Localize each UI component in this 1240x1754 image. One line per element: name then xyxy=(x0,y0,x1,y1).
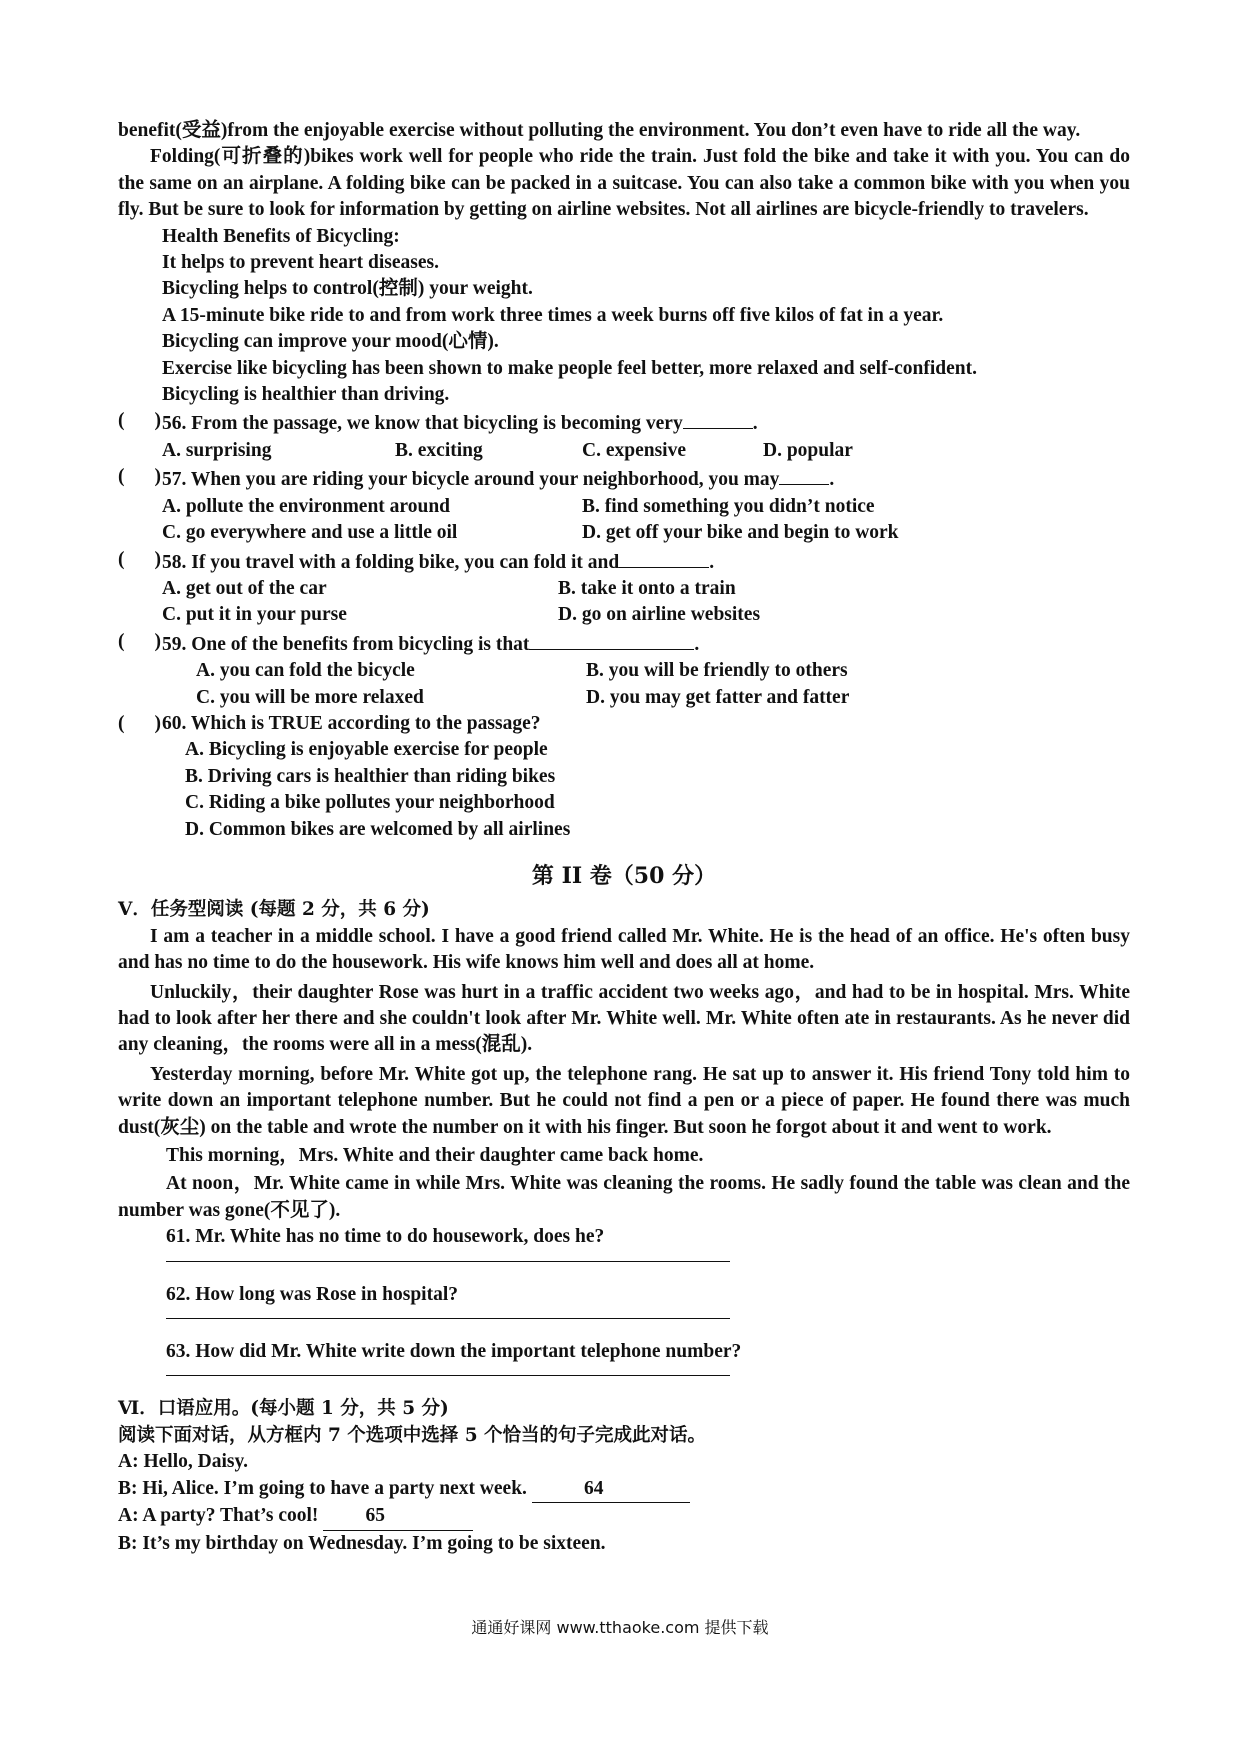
answer-paren-open: ( xyxy=(118,466,125,488)
answer-blank[interactable] xyxy=(529,629,694,650)
question-61: 61. Mr. White has no time to do housework, does he? xyxy=(166,1226,605,1248)
dialog-line-1: A: Hello, Daisy. xyxy=(118,1451,248,1473)
answer-line-62[interactable] xyxy=(166,1314,730,1319)
question-60-options xyxy=(118,737,1130,843)
section-6-instruction: 阅读下面对话，从方框内 7 个选项中选择 5 个恰当的句子完成此对话。 xyxy=(118,1424,707,1446)
question-stem: 58. If you travel with a folding bike, you can fold it and xyxy=(162,551,620,573)
health-benefit-item: Bicycling can improve your mood(心情). xyxy=(162,331,499,353)
question-59 xyxy=(118,629,1130,658)
option-c: C. Riding a bike pollutes your neighborhood xyxy=(185,792,555,814)
dialog-text: A: A party? That’s cool! xyxy=(118,1505,319,1527)
option-b: B. find something you didn’t notice xyxy=(582,495,875,517)
option-c: C. go everywhere and use a little oil xyxy=(162,522,458,544)
health-benefit-item: A 15-minute bike ride to and from work three times a week burns off five kilos of fat in a year. xyxy=(162,304,944,326)
answer-paren-close: ) xyxy=(154,466,161,488)
question-58-options xyxy=(118,576,1130,629)
answer-blank[interactable] xyxy=(779,464,829,485)
question-56-options xyxy=(118,438,1130,464)
question-stem: 60. Which is TRUE according to the passage? xyxy=(162,712,541,734)
question-59-options xyxy=(118,658,1130,711)
option-d: D. Common bikes are welcomed by all airlines xyxy=(185,818,571,840)
answer-blank[interactable] xyxy=(683,408,753,429)
dialog-line-4: B: It’s my birthday on Wednesday. I’m going to be sixteen. xyxy=(118,1532,606,1554)
dialog-text: B: Hi, Alice. I’m going to have a party next week. xyxy=(118,1477,527,1499)
question-stem: 56. From the passage, we know that bicycling is becoming very xyxy=(162,413,683,435)
reading-paragraph-4: This morning，Mrs. White and their daughter came back home. xyxy=(166,1145,704,1167)
passage-paragraph-0: benefit(受益)from the enjoyable exercise without polluting the environment. You don’t even have to ride all the way. xyxy=(118,120,1081,141)
page-footer: 通通好课网 www.tthaoke.com 提供下载 xyxy=(471,1618,769,1637)
passage-paragraph-1: Folding(可折叠的)bikes work well for people who ride the train. Just fold the bike and take it with you. You can do the same on an airplane. A folding bike can be packed in a suitcase. You can also take a common bike with you when you fly. But be sure to look for information by getting on airline websites. Not all airlines are bicycle-friendly to travelers. xyxy=(118,146,1130,221)
answer-paren-close: ) xyxy=(154,712,161,734)
option-a: A. you can fold the bicycle xyxy=(196,660,415,682)
dialog-line-3 xyxy=(118,1503,1130,1530)
health-benefit-item: Bicycling helps to control(控制) your weight. xyxy=(162,278,533,300)
option-c: C. put it in your purse xyxy=(162,604,347,626)
question-57-options xyxy=(118,494,1130,547)
option-b: B. exciting xyxy=(395,439,483,461)
option-b: B. take it onto a train xyxy=(558,577,736,599)
answer-paren-open: ( xyxy=(118,410,125,432)
answer-paren-close: ) xyxy=(154,548,161,570)
answer-blank[interactable] xyxy=(619,547,709,568)
question-end: . xyxy=(829,469,835,491)
answer-line-61[interactable] xyxy=(166,1257,730,1262)
question-end: . xyxy=(709,551,715,573)
health-benefit-item: Bicycling is healthier than driving. xyxy=(162,384,450,406)
option-b: B. Driving cars is healthier than riding bikes xyxy=(185,765,556,787)
reading-paragraph-5: At noon，Mr. White came in while Mrs. White was cleaning the rooms. He sadly found the table was clean and the number was gone(不见了). xyxy=(118,1173,1130,1221)
option-d: D. get off your bike and begin to work xyxy=(582,522,899,544)
section-6-heading: Ⅵ．口语应用。(每小题 1 分，共 5 分) xyxy=(118,1398,449,1420)
dialog-blank-65[interactable] xyxy=(323,1503,473,1530)
question-60 xyxy=(118,711,1130,737)
answer-paren-open: ( xyxy=(118,548,125,570)
answer-paren-close: ) xyxy=(154,410,161,432)
question-end: . xyxy=(694,633,700,655)
section-5-heading: V．任务型阅读 (每题 2 分，共 6 分) xyxy=(118,899,430,921)
answer-paren-close: ) xyxy=(154,630,161,652)
blank-number-64: 64 xyxy=(584,1477,604,1499)
option-c: C. expensive xyxy=(582,439,686,461)
option-a: A. pollute the environment around xyxy=(162,495,451,517)
health-benefits-list xyxy=(118,224,1130,409)
question-63: 63. How did Mr. White write down the important telephone number? xyxy=(166,1341,742,1363)
reading-paragraph-3: Yesterday morning, before Mr. White got up, the telephone rang. He sat up to answer it. His friend Tony told him to write down an important telephone number. But he could not find a pen or a piece of paper. He found there was much dust(灰尘) on the table and wrote the number on it with his finger. But soon he forgot about it and went to work. xyxy=(118,1063,1130,1138)
health-benefit-item: It helps to prevent heart diseases. xyxy=(162,252,439,274)
answer-line-63[interactable] xyxy=(166,1371,730,1376)
option-a: A. surprising xyxy=(162,439,272,461)
health-benefit-item: Exercise like bicycling has been shown to make people feel better, more relaxed and self-confident. xyxy=(162,357,977,379)
question-57 xyxy=(118,464,1130,493)
option-a: A. get out of the car xyxy=(162,577,327,599)
dialog-blank-64[interactable] xyxy=(532,1476,690,1503)
answer-paren-open: ( xyxy=(118,630,125,652)
part-2-title: 第 II 卷（50 分） xyxy=(531,862,717,889)
dialog-line-2 xyxy=(118,1476,1130,1503)
question-stem: 57. When you are riding your bicycle around your neighborhood, you may xyxy=(162,469,780,491)
reading-paragraph-2: Unluckily，their daughter Rose was hurt in a traffic accident two weeks ago，and had to be in hospital. Mrs. White had to look after her there and she couldn't look after Mr. White well. Mr. White often ate in restaurants. As he never did any cleaning，the rooms were all in a mess(混乱). xyxy=(118,981,1130,1056)
option-a: A. Bicycling is enjoyable exercise for people xyxy=(185,739,548,761)
option-d: D. go on airline websites xyxy=(558,604,761,626)
option-d: D. popular xyxy=(763,439,853,461)
option-c: C. you will be more relaxed xyxy=(196,686,424,708)
option-b: B. you will be friendly to others xyxy=(586,660,848,682)
option-d: D. you may get fatter and fatter xyxy=(586,686,850,708)
question-stem: 59. One of the benefits from bicycling is that xyxy=(162,633,530,655)
blank-number-65: 65 xyxy=(365,1505,386,1527)
question-end: . xyxy=(752,413,758,435)
health-benefits-title: Health Benefits of Bicycling: xyxy=(162,225,400,247)
question-62: 62. How long was Rose in hospital? xyxy=(166,1283,459,1305)
exam-page xyxy=(118,118,1130,1557)
question-56 xyxy=(118,408,1130,437)
question-58 xyxy=(118,547,1130,576)
answer-paren-open: ( xyxy=(118,712,125,734)
reading-paragraph-1: I am a teacher in a middle school. I have a good friend called Mr. White. He is the head of an office. He's often busy and has no time to do the housework. His wife knows him well and does all at home. xyxy=(118,925,1130,974)
